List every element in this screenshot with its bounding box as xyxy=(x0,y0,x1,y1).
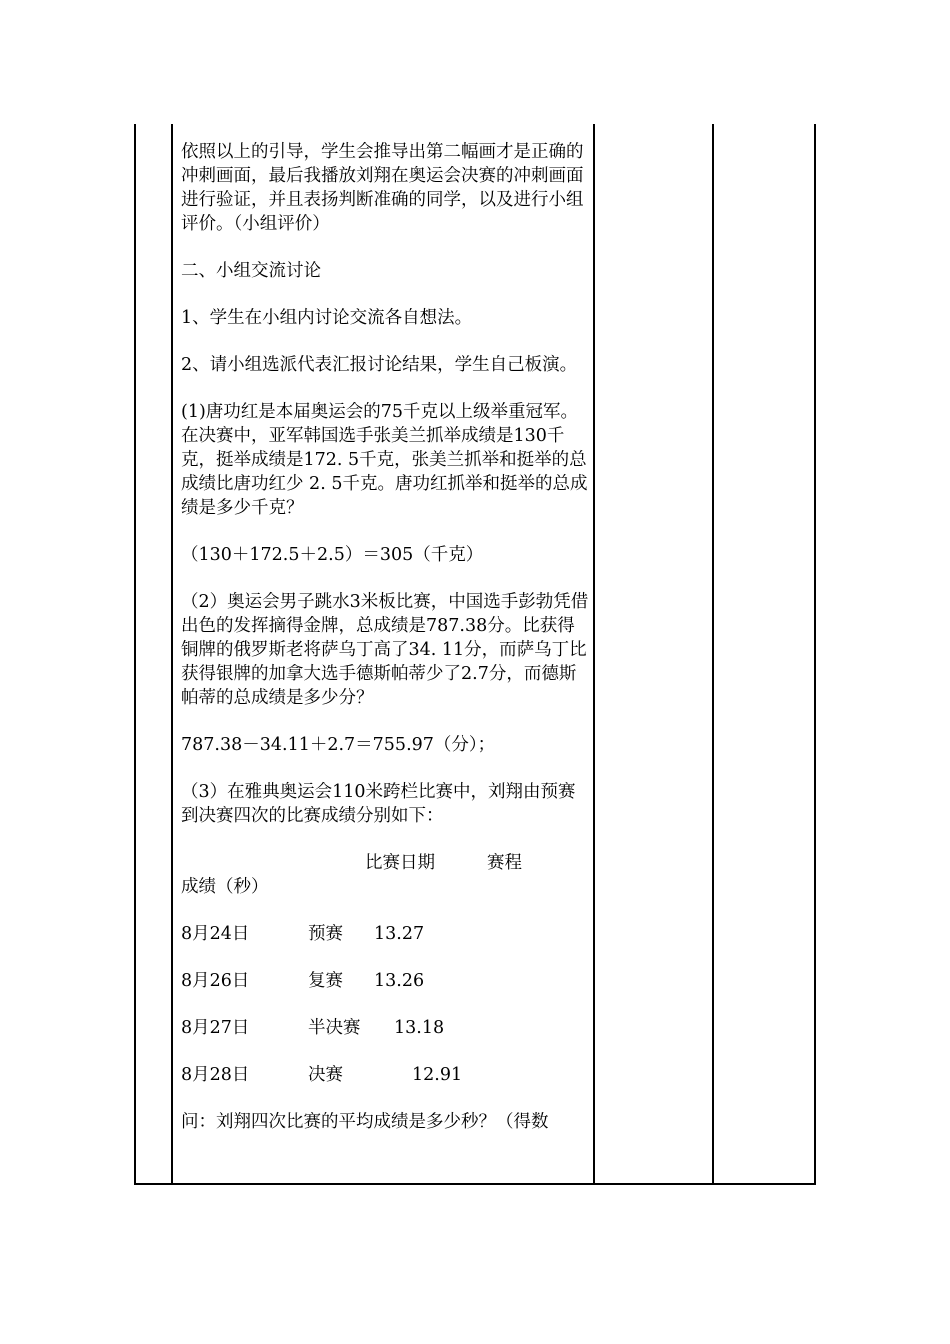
results-table-row xyxy=(181,922,589,946)
solution-1: （130＋172.5＋2.5）＝305（千克） xyxy=(181,545,484,565)
row-date: 8月24日 xyxy=(181,924,250,944)
row-date: 8月26日 xyxy=(181,971,250,991)
row-stage: 半决赛 xyxy=(308,1018,361,1038)
problem-2: （2）奥运会男子跳水3米板比赛，中国选手彭勃凭借出色的发挥摘得金牌，总成绩是787.38分。比获得铜牌的俄罗斯老将萨乌丁高了34. 11分，而萨乌丁比获得银牌的加拿大选手德斯帕蒂少了2.7分，而德斯帕蒂的总成绩是多少分？ xyxy=(181,592,589,708)
section-heading-group-discussion: 二、小组交流讨论 xyxy=(181,261,321,281)
row-stage: 决赛 xyxy=(308,1065,343,1085)
results-table-header xyxy=(181,851,589,875)
table-border-col3 xyxy=(712,124,714,1185)
row-stage: 复赛 xyxy=(308,971,343,991)
question-average: 问：刘翔四次比赛的平均成绩是多少秒？（得数 xyxy=(181,1112,549,1132)
header-score: 成绩（秒） xyxy=(181,877,269,897)
table-border-left xyxy=(134,124,136,1185)
row-score: 13.18 xyxy=(394,1018,445,1038)
results-table-row xyxy=(181,1063,589,1087)
table-border-col2 xyxy=(593,124,595,1185)
header-stage: 赛程 xyxy=(487,853,522,873)
results-table-row xyxy=(181,969,589,993)
row-score: 12.91 xyxy=(412,1065,463,1085)
table-border-col1 xyxy=(171,124,173,1185)
problem-3: （3）在雅典奥运会110米跨栏比赛中，刘翔由预赛到决赛四次的比赛成绩分别如下： xyxy=(181,782,576,826)
solution-2: 787.38－34.11＋2.7＝755.97（分）； xyxy=(181,735,496,755)
row-date: 8月28日 xyxy=(181,1065,250,1085)
row-score: 13.27 xyxy=(374,924,425,944)
row-stage: 预赛 xyxy=(308,924,343,944)
row-date: 8月27日 xyxy=(181,1018,250,1038)
problem-1: (1)唐功红是本届奥运会的75千克以上级举重冠军。在决赛中，亚军韩国选手张美兰抓举成绩是130千克，挺举成绩是172. 5千克，张美兰抓举和挺举的总成绩比唐功红少 2. 5千克。唐功红抓举和挺举的总成绩是多少千克？ xyxy=(181,402,588,518)
results-table-header-score-row xyxy=(181,875,589,899)
step-2: 2、请小组选派代表汇报讨论结果，学生自己板演。 xyxy=(181,355,578,375)
step-1: 1、学生在小组内讨论交流各自想法。 xyxy=(181,308,473,328)
paragraph-guidance: 依照以上的引导，学生会推导出第二幅画才是正确的冲刺画面，最后我播放刘翔在奥运会决赛的冲刺画面进行验证，并且表扬判断准确的同学，以及进行小组评价。（小组评价） xyxy=(181,142,584,234)
table-border-bottom xyxy=(134,1183,816,1185)
table-border-right xyxy=(814,124,816,1185)
header-date: 比赛日期 xyxy=(365,853,435,873)
results-table-row xyxy=(181,1016,589,1040)
lesson-content-cell xyxy=(181,140,589,1134)
row-score: 13.26 xyxy=(374,971,425,991)
